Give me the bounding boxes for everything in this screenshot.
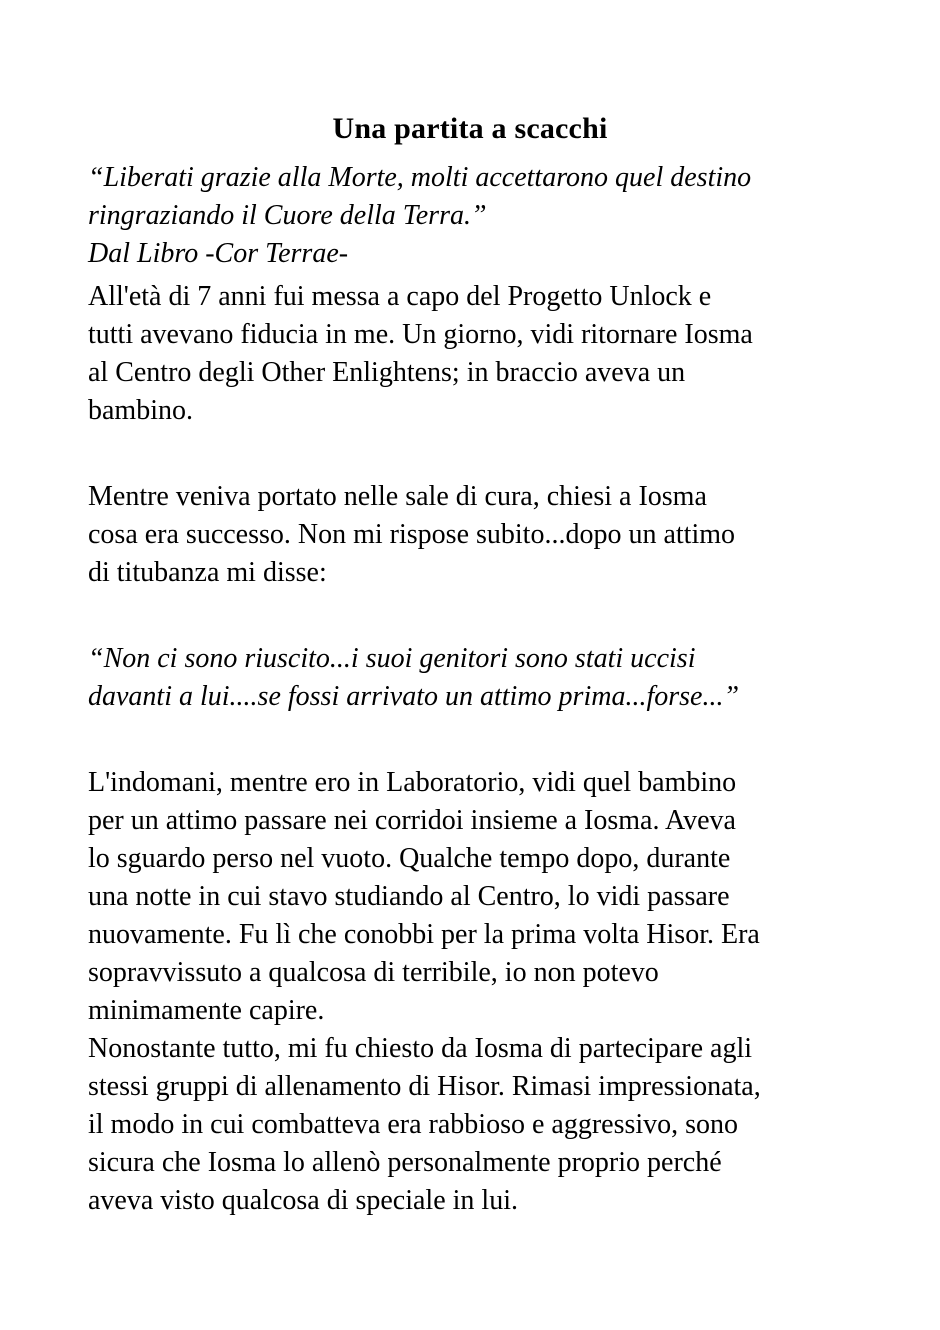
text-line: Dal Libro -Cor Terrae- <box>88 238 349 269</box>
text-line: una notte in cui stavo studiando al Centro, lo vidi passare <box>88 881 730 912</box>
text-line <box>88 721 880 759</box>
text-line: cosa era successo. Non mi rispose subito...dopo un attimo <box>88 519 736 550</box>
page-title: Una partita a scacchi <box>332 112 608 145</box>
paragraph <box>88 478 880 592</box>
text-line: “Liberati grazie alla Morte, molti accettarono quel destino <box>88 162 752 193</box>
text-line <box>88 435 880 473</box>
text-line: per un attimo passare nei corridoi insieme a Iosma. Aveva <box>88 805 736 836</box>
paragraph <box>88 278 880 430</box>
text-line: Nonostante tutto, mi fu chiesto da Iosma di partecipare agli <box>88 1033 753 1064</box>
empty-paragraph <box>88 435 880 473</box>
document-body <box>0 159 940 1220</box>
text-line: davanti a lui....se fossi arrivato un attimo prima...forse...” <box>88 681 740 712</box>
text-line: sicura che Iosma lo allenò personalmente proprio perché <box>88 1147 722 1178</box>
text-line: aveva visto qualcosa di speciale in lui. <box>88 1185 518 1216</box>
text-line <box>88 597 880 635</box>
paragraph <box>88 159 880 273</box>
text-line: L'indomani, mentre ero in Laboratorio, vidi quel bambino <box>88 767 737 798</box>
text-line: stessi gruppi di allenamento di Hisor. Rimasi impressionata, <box>88 1071 761 1102</box>
text-line: “Non ci sono riuscito...i suoi genitori sono stati uccisi <box>88 643 696 674</box>
text-line: sopravvissuto a qualcosa di terribile, io non potevo <box>88 957 659 988</box>
text-line: All'età di 7 anni fui messa a capo del Progetto Unlock e <box>88 281 712 312</box>
text-line: tutti avevano fiducia in me. Un giorno, vidi ritornare Iosma <box>88 319 753 350</box>
text-line: lo sguardo perso nel vuoto. Qualche tempo dopo, durante <box>88 843 731 874</box>
text-line: al Centro degli Other Enlightens; in braccio aveva un <box>88 357 686 388</box>
paragraph <box>88 764 880 1220</box>
empty-paragraph <box>88 597 880 635</box>
paragraph <box>88 640 880 716</box>
text-line: nuovamente. Fu lì che conobbi per la prima volta Hisor. Era <box>88 919 760 950</box>
text-line: di titubanza mi disse: <box>88 557 327 588</box>
empty-paragraph <box>88 721 880 759</box>
text-line: ringraziando il Cuore della Terra.” <box>88 200 487 231</box>
text-line: il modo in cui combatteva era rabbioso e aggressivo, sono <box>88 1109 739 1140</box>
text-line: bambino. <box>88 395 193 426</box>
text-line: Mentre veniva portato nelle sale di cura, chiesi a Iosma <box>88 481 707 512</box>
text-line: minimamente capire. <box>88 995 325 1026</box>
